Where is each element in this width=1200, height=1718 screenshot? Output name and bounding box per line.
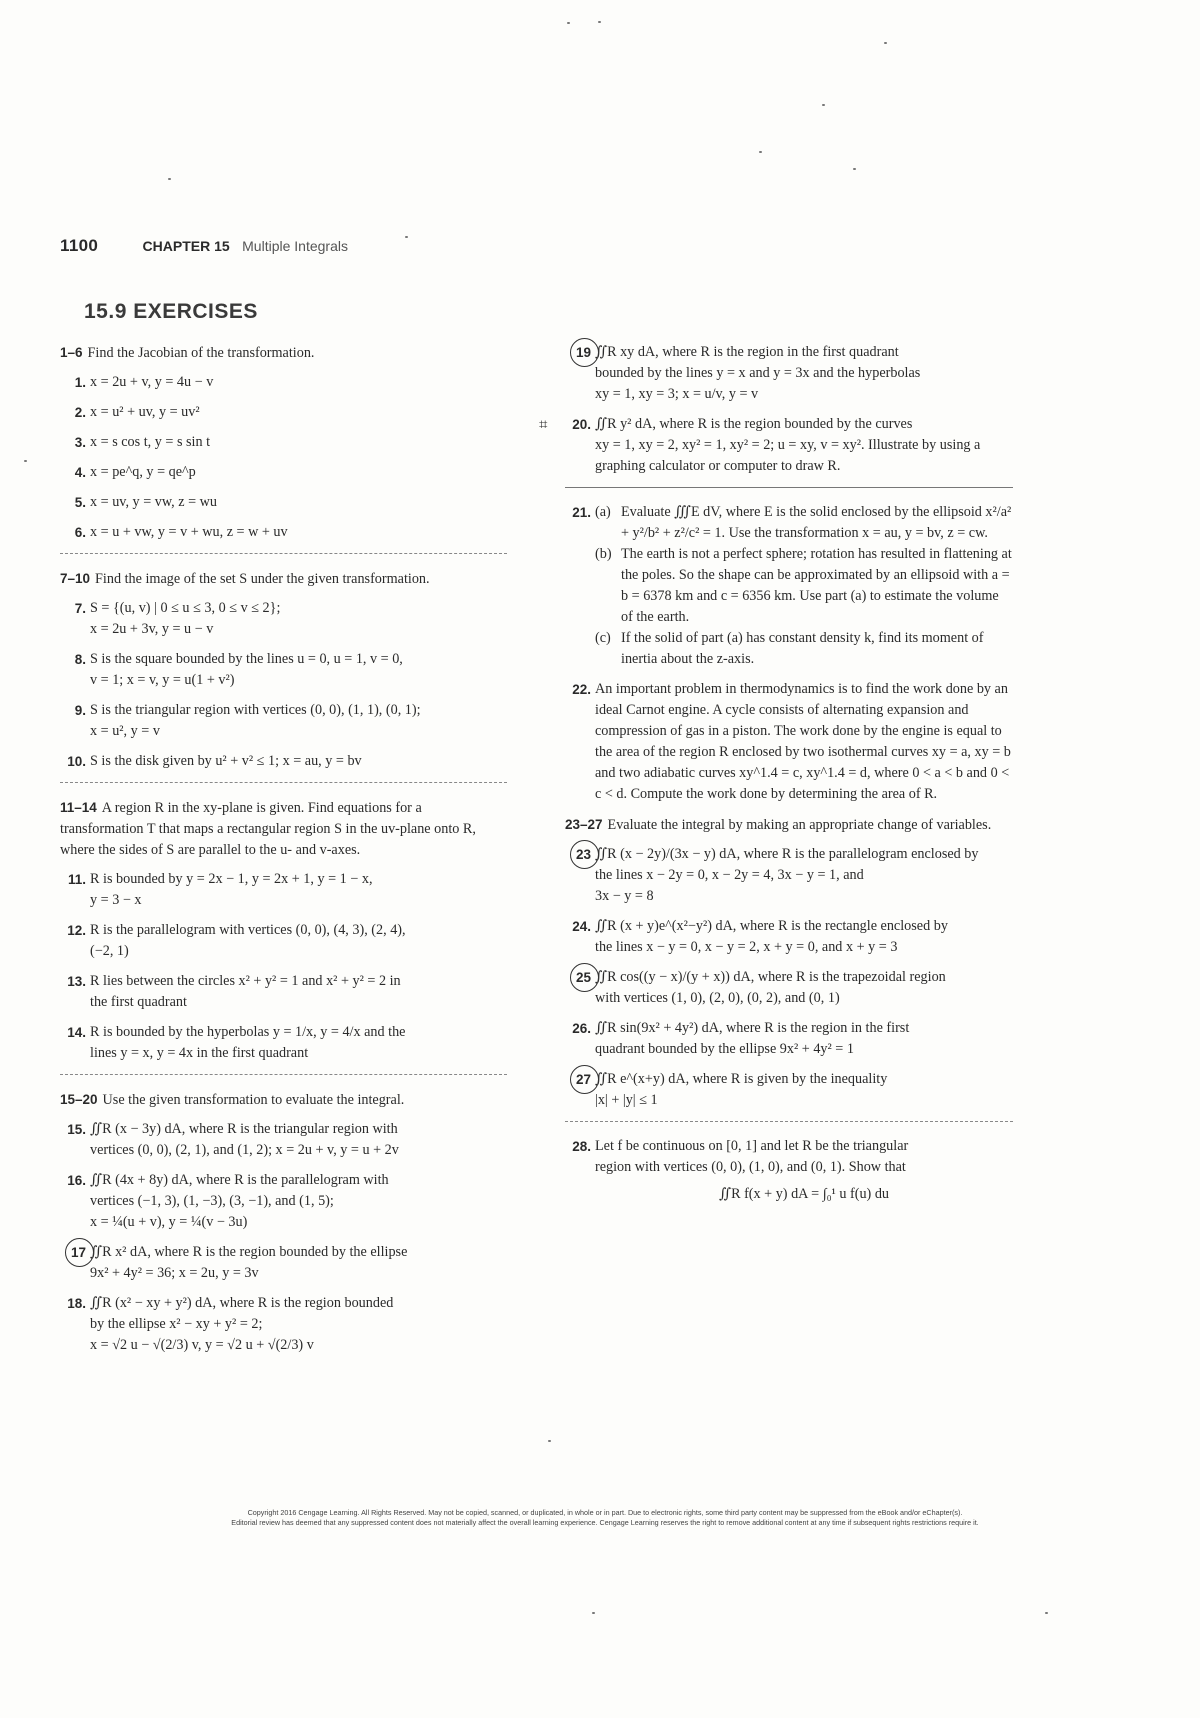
exercise-text: ∬R x² dA, where R is the region bounded by the ellipse (90, 1244, 408, 1260)
right-column (539, 342, 1013, 1214)
exercise-25 (565, 967, 1013, 1009)
part-label: (a) (595, 504, 611, 520)
part-text: If the solid of part (a) has constant density k, find its moment of inertia about the z-axis. (621, 630, 984, 667)
exercise-number-circled: 25 (565, 967, 595, 988)
exercise-text: ∬R (x − 2y)/(3x − y) dA, where R is the parallelogram enclosed by (595, 846, 979, 862)
exercise-28 (565, 1136, 1013, 1205)
exercise-number: 10. (67, 754, 86, 769)
exercise-text: ∬R cos((y − x)/(y + x)) dA, where R is the trapezoidal region (595, 969, 946, 985)
exercise-10 (60, 751, 507, 772)
exercise-text: region with vertices (0, 0), (1, 0), and (0, 1). Show that (595, 1159, 906, 1175)
instruction-text: Find the Jacobian of the transformation. (87, 345, 315, 361)
exercise-3 (60, 432, 507, 453)
exercise-text: R lies between the circles x² + y² = 1 and x² + y² = 2 in (90, 973, 401, 989)
scan-speck (168, 178, 171, 180)
part-label: (b) (595, 546, 612, 562)
range-label: 7–10 (60, 571, 91, 586)
exercise-text: ∬R xy dA, where R is the region in the first quadrant (595, 344, 899, 360)
exercise-text: S is the disk given by u² + v² ≤ 1; x = au, y = bv (90, 753, 362, 769)
exercise-number: 21. (572, 505, 591, 520)
exercise-text: ∬R e^(x+y) dA, where R is given by the inequality (595, 1071, 888, 1087)
exercise-number-circled: 23 (565, 844, 595, 865)
exercise-number: 2. (74, 405, 86, 420)
exercise-16 (60, 1170, 507, 1233)
exercise-26 (565, 1018, 1013, 1060)
exercise-17 (60, 1242, 507, 1284)
section-divider (565, 1121, 1013, 1122)
exercise-text: 9x² + 4y² = 36; x = 2u, y = 3v (90, 1265, 259, 1281)
exercise-4 (60, 462, 507, 483)
exercise-12 (60, 920, 507, 962)
part-label: (c) (595, 630, 611, 646)
exercise-number: 6. (74, 525, 86, 540)
instruction-1-6 (60, 342, 507, 364)
exercise-number: 18. (67, 1296, 86, 1311)
exercise-text: ∬R y² dA, where R is the region bounded by the curves (595, 416, 913, 432)
exercise-number: 13. (67, 974, 86, 989)
exercise-number: 22. (572, 682, 591, 697)
scan-speck (853, 168, 856, 170)
exercise-text: ∬R (4x + 8y) dA, where R is the parallelogram with (90, 1172, 389, 1188)
exercise-number: 1. (74, 375, 86, 390)
exercise-19 (565, 342, 1013, 405)
scan-speck (592, 1612, 595, 1614)
exercise-number: 4. (74, 465, 86, 480)
exercise-text: ∬R (x + y)e^(x²−y²) dA, where R is the rectangle enclosed by (595, 918, 948, 934)
page-number: 1100 (60, 236, 99, 255)
exercise-text: x = 2u + v, y = 4u − v (90, 374, 214, 390)
exercise-text: x = pe^q, y = qe^p (90, 464, 196, 480)
copyright-line: Editorial review has deemed that any suppressed content does not materially affect the overall learning experience. Cengage Learning reserves the right to remove additional content at any time if subsequent rights restrictions require it. (231, 1518, 979, 1527)
exercise-text: vertices (−1, 3), (1, −3), (3, −1), and (1, 5); (90, 1193, 334, 1209)
page-header (60, 236, 348, 256)
exercise-text: v = 1; x = v, y = u(1 + v²) (90, 672, 235, 688)
instruction-text: Find the image of the set S under the given transformation. (95, 571, 430, 587)
part-text: Evaluate ∭E dV, where E is the solid enclosed by the ellipsoid x²/a² + y²/b² + z²/c² = 1. Use the transformation x = au, y = bv, z = cw. (621, 504, 1012, 541)
instruction-text: Use the given transformation to evaluate the integral. (102, 1092, 405, 1108)
exercise-text: the first quadrant (90, 994, 187, 1010)
exercise-7 (60, 598, 507, 640)
exercise-18 (60, 1293, 507, 1356)
exercise-text: x = s cos t, y = s sin t (90, 434, 211, 450)
exercise-number: 24. (572, 919, 591, 934)
exercise-number-circled: 17 (60, 1242, 90, 1263)
exercise-text: x = u² + uv, y = uv² (90, 404, 200, 420)
exercise-2 (60, 402, 507, 423)
exercise-text: ∬R (x² − xy + y²) dA, where R is the region bounded (90, 1295, 394, 1311)
exercise-text: (−2, 1) (90, 943, 129, 959)
exercise-text: by the ellipse x² − xy + y² = 2; (90, 1316, 263, 1332)
section-divider (60, 553, 507, 554)
exercise-number: 8. (74, 652, 86, 667)
exercise-number-circled: 27 (565, 1069, 595, 1090)
exercise-text: with vertices (1, 0), (2, 0), (0, 2), and (0, 1) (595, 990, 840, 1006)
scan-speck (24, 460, 27, 462)
exercise-number: 15. (67, 1122, 86, 1137)
exercise-number: 28. (572, 1139, 591, 1154)
instruction-text: Evaluate the integral by making an appropriate change of variables. (607, 817, 992, 833)
exercise-14 (60, 1022, 507, 1064)
exercise-text: x = 2u + 3v, y = u − v (90, 621, 214, 637)
exercise-text: lines y = x, y = 4x in the first quadrant (90, 1045, 309, 1061)
exercise-text: y = 3 − x (90, 892, 142, 908)
instruction-text: A region R in the xy-plane is given. Find equations for a transformation T that maps a rectangular region S in the uv-plane onto R, where the sides of S are parallel to the u- and v-axes. (60, 800, 476, 858)
exercise-text: the lines x − 2y = 0, x − 2y = 4, 3x − y = 1, and (595, 867, 864, 883)
instruction-11-14 (60, 797, 507, 861)
exercise-23 (565, 844, 1013, 907)
exercise-text: Let f be continuous on [0, 1] and let R be the triangular (595, 1138, 909, 1154)
exercise-number: 20. (572, 417, 591, 432)
section-divider (565, 487, 1013, 488)
section-title: 15.9 EXERCISES (84, 300, 258, 323)
exercise-text: |x| + |y| ≤ 1 (595, 1092, 658, 1108)
exercise-text: S = {(u, v) | 0 ≤ u ≤ 3, 0 ≤ v ≤ 2}; (90, 600, 281, 616)
copyright-line: Copyright 2016 Cengage Learning. All Rights Reserved. May not be copied, scanned, or duplicated, in whole or in part. Due to electronic rights, some third party content may be suppressed from the eBook and/or eChapter(s). (247, 1508, 963, 1517)
exercise-13 (60, 971, 507, 1013)
range-label: 23–27 (565, 817, 603, 832)
exercise-20 (539, 414, 1013, 477)
exercise-number: 3. (74, 435, 86, 450)
exercise-text: R is the parallelogram with vertices (0, 0), (4, 3), (2, 4), (90, 922, 406, 938)
section-divider (60, 782, 507, 783)
exercise-27 (565, 1069, 1013, 1111)
display-formula: ∬R f(x + y) dA = ∫₀¹ u f(u) du (718, 1186, 890, 1202)
scan-speck (822, 104, 825, 106)
left-column (60, 342, 507, 1365)
part-c (595, 628, 1013, 670)
exercise-text: R is bounded by y = 2x − 1, y = 2x + 1, y = 1 − x, (90, 871, 373, 887)
exercise-text: x = ¼(u + v), y = ¼(v − 3u) (90, 1214, 248, 1230)
exercise-text: An important problem in thermodynamics is to find the work done by an ideal Carnot engine. A cycle consists of alternating expansion and compression of gas in a piston. The work done by the engine is equal to the area of the region R enclosed by two isothermal curves xy = a, xy = b and two adiabatic curves xy^1.4 = c, xy^1.4 = d, where 0 < a < b and 0 < c < d. Compute the work done by determining the area of R. (595, 681, 1011, 802)
scan-speck (1045, 1612, 1048, 1614)
scan-speck (548, 1440, 551, 1442)
exercise-text: xy = 1, xy = 2, xy² = 1, xy² = 2; u = xy, v = xy². Illustrate by using a graphing calculator or computer to draw R. (595, 437, 981, 474)
part-text: The earth is not a perfect sphere; rotation has resulted in flattening at the poles. So the shape can be approximated by an ellipsoid with a = b = 6378 km and c = 6356 km. Use part (a) to estimate the volume of the earth. (621, 546, 1012, 625)
exercise-5 (60, 492, 507, 513)
part-b (595, 544, 1013, 628)
scan-speck (567, 22, 570, 24)
scan-speck (405, 236, 408, 238)
exercise-21 (565, 502, 1013, 670)
copyright-footer (110, 1508, 1100, 1528)
exercise-text: xy = 1, xy = 3; x = u/v, y = v (595, 386, 759, 402)
part-a (595, 502, 1013, 544)
exercise-9 (60, 700, 507, 742)
exercise-number: 26. (572, 1021, 591, 1036)
exercise-number: 14. (67, 1025, 86, 1040)
exercise-text: S is the triangular region with vertices (0, 0), (1, 1), (0, 1); (90, 702, 421, 718)
exercise-8 (60, 649, 507, 691)
graphing-calculator-icon: ⌗ (539, 415, 548, 433)
range-label: 1–6 (60, 345, 83, 360)
exercise-15 (60, 1119, 507, 1161)
exercise-text: x = √2 u − √(2/3) v, y = √2 u + √(2/3) v (90, 1337, 314, 1353)
exercise-text: 3x − y = 8 (595, 888, 654, 904)
exercise-text: x = u + vw, y = v + wu, z = w + uv (90, 524, 288, 540)
exercise-number: 9. (74, 703, 86, 718)
scan-speck (759, 151, 762, 153)
exercise-number: 5. (74, 495, 86, 510)
exercise-text: x = uv, y = vw, z = wu (90, 494, 217, 510)
exercise-22 (565, 679, 1013, 805)
exercise-number: 11. (67, 872, 86, 887)
range-label: 15–20 (60, 1092, 98, 1107)
exercise-number-circled: 19 (565, 342, 595, 363)
exercise-text: R is bounded by the hyperbolas y = 1/x, y = 4/x and the (90, 1024, 406, 1040)
exercise-number: 16. (67, 1173, 86, 1188)
exercise-text: bounded by the lines y = x and y = 3x and the hyperbolas (595, 365, 921, 381)
exercise-text: vertices (0, 0), (2, 1), and (1, 2); x = 2u + v, y = u + 2v (90, 1142, 399, 1158)
chapter-label: CHAPTER 15 (142, 238, 230, 254)
exercise-text: x = u², y = v (90, 723, 160, 739)
exercise-text: the lines x − y = 0, x − y = 2, x + y = 0, and x + y = 3 (595, 939, 898, 955)
instruction-23-27 (565, 814, 1013, 836)
section-divider (60, 1074, 507, 1075)
exercise-number: 12. (67, 923, 86, 938)
exercise-text: quadrant bounded by the ellipse 9x² + 4y² = 1 (595, 1041, 854, 1057)
exercise-24 (565, 916, 1013, 958)
exercise-number: 7. (74, 601, 86, 616)
exercise-1 (60, 372, 507, 393)
exercise-6 (60, 522, 507, 543)
scan-speck (884, 42, 887, 44)
instruction-7-10 (60, 568, 507, 590)
exercise-text: S is the square bounded by the lines u = 0, u = 1, v = 0, (90, 651, 403, 667)
scan-speck (598, 21, 601, 23)
exercise-11 (60, 869, 507, 911)
instruction-15-20 (60, 1089, 507, 1111)
chapter-title: Multiple Integrals (242, 238, 348, 254)
range-label: 11–14 (60, 800, 97, 815)
exercise-text: ∬R sin(9x² + 4y²) dA, where R is the region in the first (595, 1020, 910, 1036)
exercise-text: ∬R (x − 3y) dA, where R is the triangular region with (90, 1121, 398, 1137)
